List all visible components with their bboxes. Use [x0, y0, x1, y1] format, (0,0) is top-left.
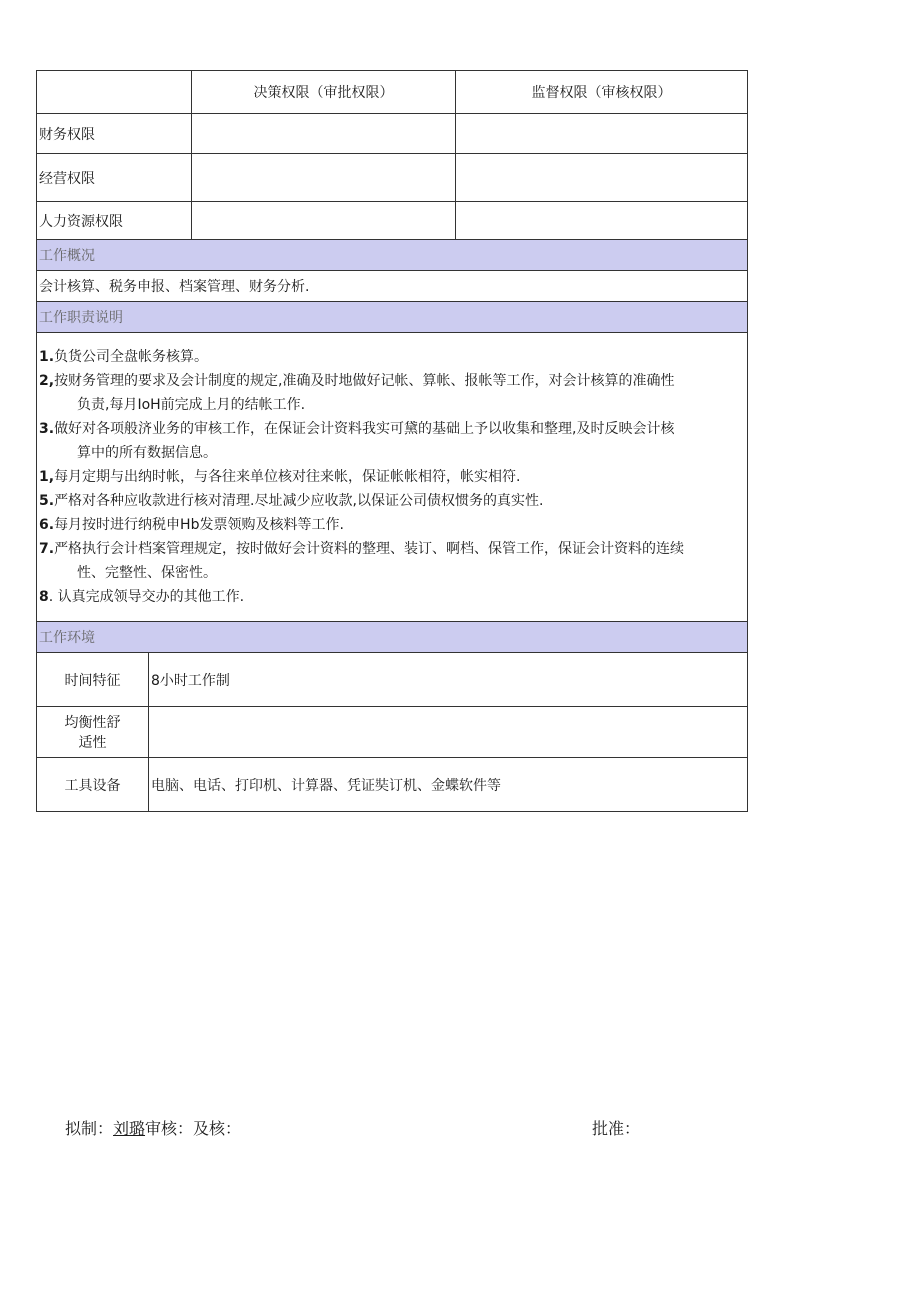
duty-text: 每月按时进行纳税申Hb发票领购及核料等工作.: [54, 517, 344, 533]
duty-text: 严格执行会计档案管理规定，按时做好会计资料的整理、装订、啊档、保管工作，保证会计资料的连续: [54, 541, 685, 557]
environment-value: [149, 758, 747, 811]
duty-item: [37, 513, 747, 537]
authority-row: [36, 114, 748, 154]
authority-supervision-cell: [456, 202, 747, 239]
duties-title: 工作职责说明: [37, 302, 747, 332]
environment-row: [36, 653, 748, 707]
duty-continuation: 性、完整性、保密性。: [77, 565, 217, 581]
duty-number: 5.: [39, 493, 55, 509]
duty-item: [37, 585, 747, 609]
duties-title-row: [36, 302, 748, 333]
environment-value-text: 电脑、电话、打印机、计算器、凭证奘订机、金蝶软件等: [151, 777, 501, 794]
authority-row: [36, 202, 748, 240]
authority-decision-cell: [192, 154, 456, 201]
environment-value: [149, 707, 747, 757]
duty-number: 8: [39, 589, 49, 605]
duty-number: 6.: [39, 517, 55, 533]
duty-continuation: 算中的所有数据信息。: [77, 445, 217, 461]
duty-continuation: 负责,每月IoH前完成上月的结帐工作.: [77, 397, 306, 413]
overview-text: 会计核算、税务申报、档案管理、财务分析.: [39, 279, 310, 295]
duty-item: [37, 489, 747, 513]
authority-row-label: 经营权限: [37, 154, 192, 201]
authority-supervision-cell: [456, 114, 747, 153]
environment-row: [36, 758, 748, 812]
approve-label: 批准：: [592, 1119, 641, 1138]
authority-row-label: 财务权限: [37, 114, 192, 153]
duties-list: [37, 333, 747, 621]
duty-number: 7.: [39, 541, 55, 557]
duty-text: 按财务管理的要求及会计制度的规定,准确及时地做好记帐、算帐、报帐等工作，对会计核算的准确性: [54, 373, 675, 389]
authority-decision-cell: [192, 202, 456, 239]
environment-label: 工具设备: [37, 758, 149, 811]
drafted-label: 拟制：: [65, 1119, 114, 1138]
duty-text: 做好对各项般济业务的审核工作，在保证会计资料我实可黛的基础上予以收集和整理,及时反映会计核: [54, 421, 675, 437]
duty-item: [37, 417, 747, 465]
duty-item: [37, 465, 747, 489]
job-description-sheet: [36, 70, 748, 812]
signoff-left: [65, 1116, 241, 1139]
duty-text: 负货公司全盘帐务核算。: [54, 349, 209, 365]
duty-item: [37, 369, 747, 417]
review-text: 审核：及核：: [145, 1119, 242, 1138]
environment-value: [149, 653, 747, 706]
authority-row: [36, 154, 748, 202]
decision-authority-header: 决策权限（审批权限）: [192, 71, 456, 113]
overview-title-row: [36, 240, 748, 271]
overview-text-row: [36, 271, 748, 302]
duty-item: [37, 345, 747, 369]
authority-row-label: 人力资源权限: [37, 202, 192, 239]
duty-number: 2,: [39, 373, 55, 389]
authority-supervision-cell: [456, 154, 747, 201]
environment-label: 均衡性舒适性: [37, 707, 149, 757]
environment-title: 工作环境: [37, 622, 747, 652]
environment-value-text: 8小时工作制: [151, 672, 230, 689]
authority-header-blank: [37, 71, 192, 113]
duty-text: 严格对各种应收款进行核对清理.尽址减少应收款,以保证公司债权惯务的真实性.: [54, 493, 544, 509]
overview-title: 工作概况: [37, 240, 747, 270]
authority-header-row: [36, 70, 748, 114]
environment-title-row: [36, 622, 748, 653]
environment-row: [36, 707, 748, 758]
duty-number: 3.: [39, 421, 55, 437]
supervision-authority-header: 监督权限（审核权限）: [531, 85, 672, 101]
duties-body-row: [36, 333, 748, 622]
duty-text: . 认真完成领导交办的其他工作.: [48, 589, 245, 605]
drafted-name: 刘璐: [113, 1119, 146, 1138]
authority-decision-cell: [192, 114, 456, 153]
duty-text: 每月定期与出纳时帐，与各往来单位核对往来帐，保证帐帐相符，帐实相符.: [54, 469, 521, 485]
duty-number: 1.: [39, 349, 55, 365]
duty-item: [37, 537, 747, 585]
duty-number: 1,: [39, 469, 55, 485]
environment-label: 时间特征: [37, 653, 149, 706]
